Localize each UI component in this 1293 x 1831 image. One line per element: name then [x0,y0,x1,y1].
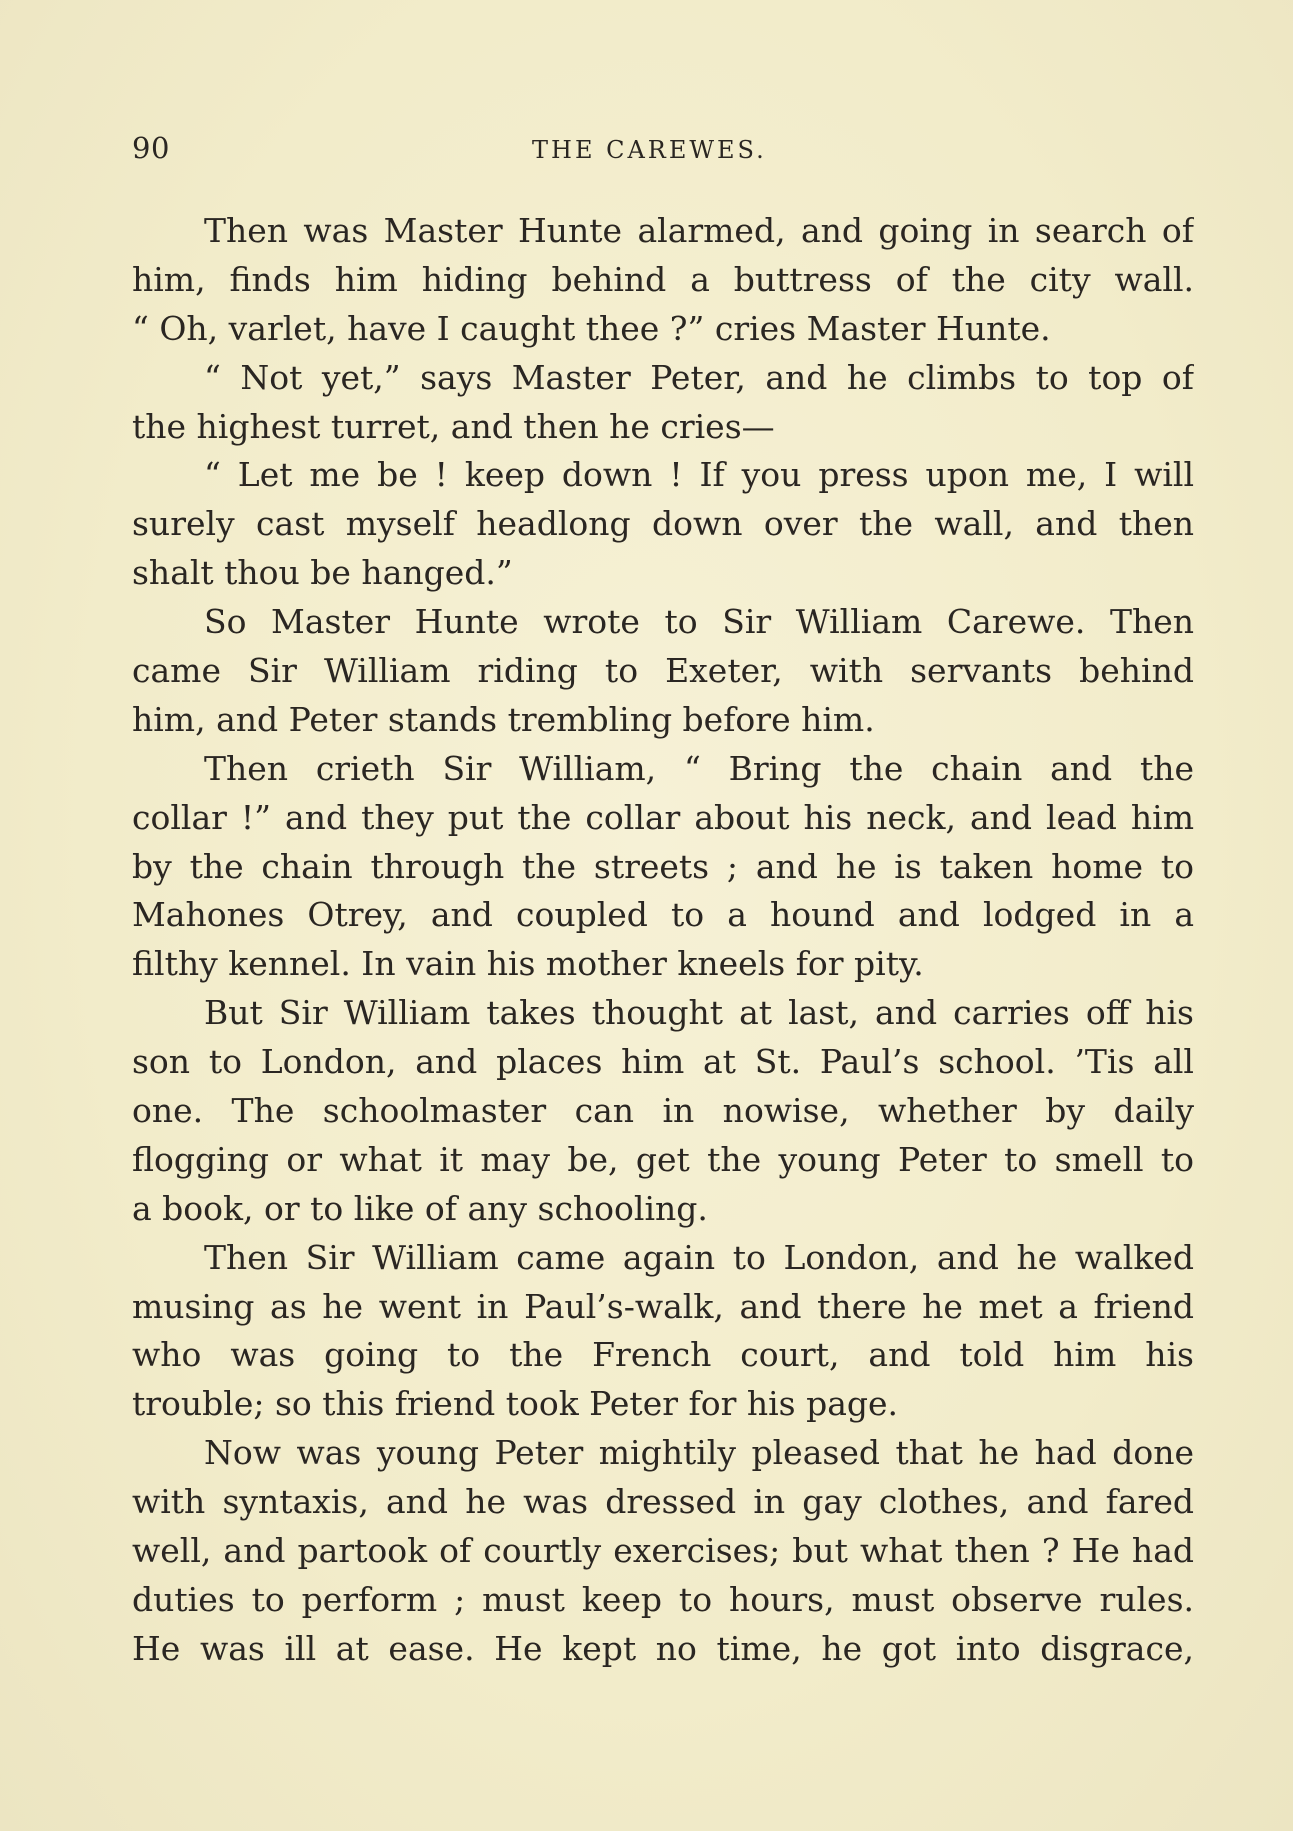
text-line: duties to perform ; must keep to hours, must observe rules. [132,1579,1194,1619]
text-line: a book, or to like of any schooling. [132,1188,708,1228]
text-line: son to London, and places him at St. Paul’s school. ’Tis all [132,1042,1194,1082]
text-line: But Sir William takes thought at last, and carries off his [204,993,1194,1033]
text-line: Mahones Otrey, and coupled to a hound and lodged in a [132,895,1194,935]
text-line: flogging or what it may be, get the young Peter to smell to [132,1139,1194,1179]
text-line: with syntaxis, and he was dressed in gay clothes, and fared [132,1482,1194,1522]
text-line: him, finds him hiding behind a buttress of the city wall. [132,259,1194,299]
text-line: “ Let me be ! keep down ! If you press upon me, I will [204,455,1194,495]
page-header [132,128,1202,168]
text-line: the highest turret, and then he cries— [132,406,775,446]
text-line: one. The schoolmaster can in nowise, whether by daily [132,1091,1194,1131]
text-line: well, and partook of courtly exercises; but what then ? He had [132,1531,1194,1571]
text-line: surely cast myself headlong down over the wall, and then [132,504,1194,544]
running-head: THE CAREWES. [532,136,767,164]
page-number: 90 [132,131,170,165]
text-line: Now was young Peter mightily pleased that he had done [204,1433,1194,1473]
text-line: Then was Master Hunte alarmed, and going in search of [204,211,1194,250]
text-line: So Master Hunte wrote to Sir William Carewe. Then [204,602,1194,642]
text-line: “ Oh, varlet, have I caught thee ?” cries Master Hunte. [132,308,1051,348]
text-line: shalt thou be hanged.” [132,553,513,593]
text-line: by the chain through the streets ; and he is taken home to [132,846,1194,886]
text-line: Then crieth Sir William, “ Bring the chain and the [204,748,1194,788]
text-line: musing as he went in Paul’s-walk, and there he met a friend [132,1286,1194,1326]
text-line: Then Sir William came again to London, and he walked [204,1237,1194,1277]
text-line: He was ill at ease. He kept no time, he got into disgrace, [132,1628,1194,1668]
text-line: filthy kennel. In vain his mother kneels for pity. [132,944,924,984]
text-line: trouble; so this friend took Peter for his page. [132,1384,899,1424]
text-line: “ Not yet,” says Master Peter, and he climbs to top of [204,357,1194,397]
text-line: came Sir William riding to Exeter, with servants behind [132,651,1194,691]
text-line: collar !” and they put the collar about his neck, and lead him [132,797,1194,837]
body-text [132,207,1194,1674]
text-line: him, and Peter stands trembling before him. [132,699,875,739]
text-line: who was going to the French court, and told him his [132,1335,1194,1375]
